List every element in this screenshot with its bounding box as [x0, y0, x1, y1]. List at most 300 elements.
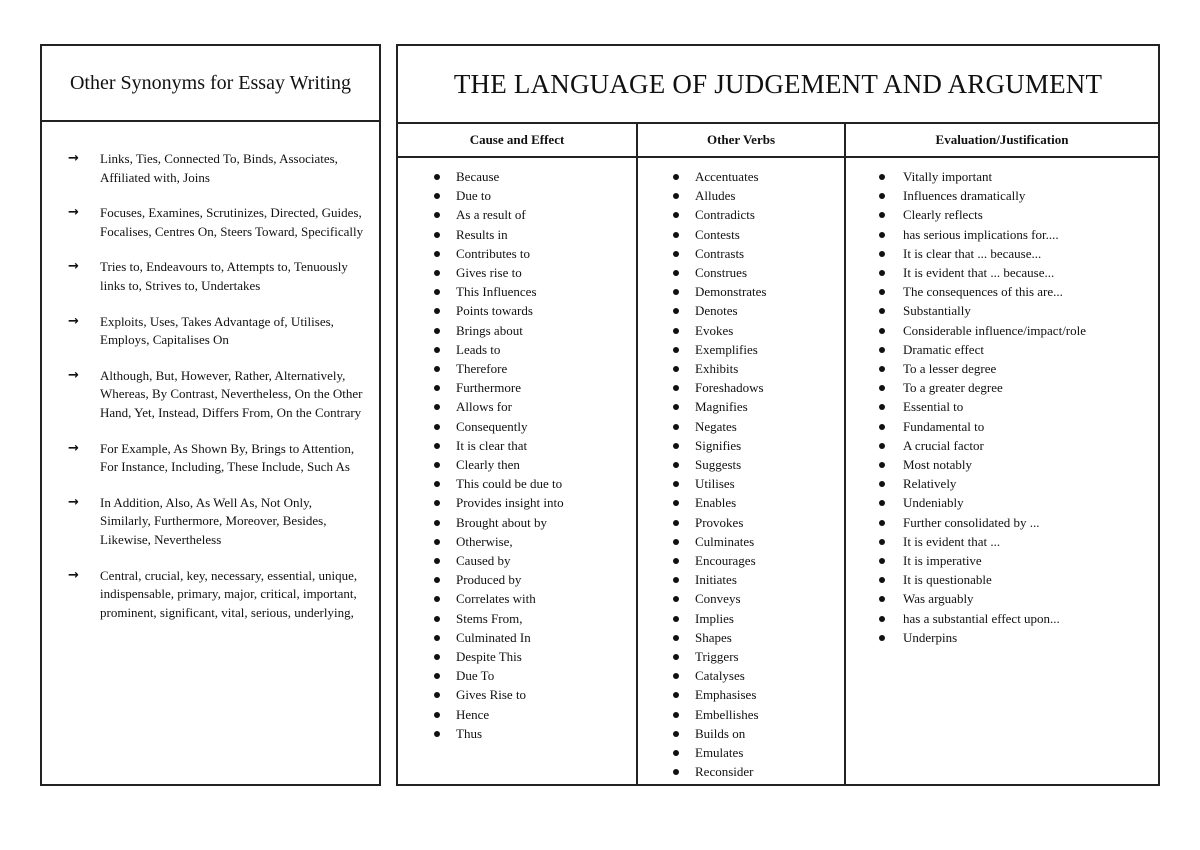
- bullet-icon: [673, 232, 679, 238]
- list-item: [846, 263, 1158, 282]
- bullet-icon: [434, 404, 440, 410]
- list-item: [398, 628, 636, 647]
- bullet-icon: [434, 424, 440, 430]
- bullet-icon: [434, 443, 440, 449]
- bullet-icon: [879, 443, 885, 449]
- list-item-text: Undeniably: [903, 495, 964, 511]
- list-item: [638, 186, 844, 205]
- bullet-icon: [434, 654, 440, 660]
- bullet-icon: [879, 577, 885, 583]
- synonym-list-item: [68, 440, 365, 477]
- list-item-text: Implies: [695, 610, 734, 626]
- list-item: [398, 263, 636, 282]
- list-item: [398, 397, 636, 416]
- bullet-icon: [673, 366, 679, 372]
- list-item-text: Negates: [695, 418, 737, 434]
- list-item-text: Stems From,: [456, 610, 523, 626]
- list-item-text: Because: [456, 169, 500, 184]
- bullet-icon: [434, 692, 440, 698]
- arrow-right-icon: →: [68, 205, 79, 221]
- list-item-text: Allows for: [456, 399, 512, 415]
- bullet-icon: [879, 616, 885, 622]
- list-item-text: Alludes: [695, 188, 736, 204]
- list-item-text: Due to: [456, 188, 492, 204]
- arrow-right-icon: →: [68, 259, 79, 275]
- list-item: [398, 417, 636, 436]
- arrow-right-icon: →: [68, 151, 79, 166]
- bullet-icon: [673, 616, 679, 622]
- list-item-text: Underpins: [903, 629, 958, 645]
- column-heading: Other Verbs: [638, 124, 844, 158]
- list-item: [846, 340, 1158, 359]
- bullet-icon: [673, 385, 679, 391]
- bullet-icon: [879, 558, 885, 564]
- list-item: [846, 417, 1158, 436]
- list-item-text: Relatively: [903, 476, 957, 492]
- synonym-list-item: [68, 150, 365, 187]
- synonym-list-item: [68, 313, 365, 350]
- list-item: [638, 301, 844, 320]
- list-item: [846, 436, 1158, 455]
- synonym-text: Links, Ties, Connected To, Binds, Associates, Affiliated with, Joins: [100, 151, 338, 185]
- bullet-icon: [879, 347, 885, 353]
- list-item: [638, 205, 844, 224]
- bullet-icon: [879, 174, 885, 180]
- bullet-icon: [673, 712, 679, 718]
- list-item: [638, 455, 844, 474]
- bullet-icon: [673, 539, 679, 545]
- synonym-text: Central, crucial, key, necessary, essential, unique, indispensable, primary, major, critical, important, prominent, significant, vital, serious, underlying,: [100, 567, 358, 620]
- list-item-text: Construes: [695, 265, 747, 281]
- bullet-icon: [879, 193, 885, 199]
- list-item-text: Considerable influence/impact/role: [903, 322, 1087, 338]
- bullet-icon: [434, 596, 440, 602]
- list-item-text: Builds on: [695, 725, 746, 741]
- bullet-icon: [434, 481, 440, 487]
- list-item: [846, 589, 1158, 608]
- list-item: [398, 436, 636, 455]
- list-item: [398, 474, 636, 493]
- bullet-icon: [434, 635, 440, 641]
- bullet-icon: [434, 712, 440, 718]
- bullet-icon: [879, 328, 885, 334]
- list-item: [638, 493, 844, 512]
- list-item: [398, 724, 636, 743]
- bullet-icon: [879, 289, 885, 295]
- bullet-icon: [434, 539, 440, 545]
- bullet-icon: [434, 347, 440, 353]
- arrow-right-icon: →: [68, 367, 79, 383]
- list-item: [398, 513, 636, 532]
- column-evaluation-justification: [846, 124, 1158, 786]
- list-item: [398, 225, 636, 244]
- list-item-text: Enables: [695, 495, 737, 511]
- list-item-text: Culminated In: [456, 629, 531, 645]
- list-item-text: Signifies: [695, 437, 742, 453]
- list-item: [638, 532, 844, 551]
- list-item-text: Dramatic effect: [903, 341, 984, 357]
- column-heading: Evaluation/Justification: [846, 124, 1158, 158]
- bullet-icon: [673, 347, 679, 353]
- list-item-text: Embellishes: [695, 706, 759, 722]
- list-item: [398, 589, 636, 608]
- list-item-text: Brought about by: [456, 514, 547, 530]
- bullet-icon: [879, 385, 885, 391]
- list-item: [846, 513, 1158, 532]
- list-item-text: Exhibits: [695, 361, 739, 377]
- synonym-text: For Example, As Shown By, Brings to Attention, For Instance, Including, These Include, Such As: [100, 440, 355, 475]
- list-item-text: Reconsider: [695, 764, 754, 780]
- bullet-icon: [434, 385, 440, 391]
- bullet-icon: [673, 443, 679, 449]
- list-item-text: Despite This: [456, 649, 522, 665]
- list-item: [398, 532, 636, 551]
- bullet-icon: [673, 251, 679, 257]
- list-item-text: Accentuates: [695, 169, 759, 184]
- list-item-text: Produced by: [456, 572, 522, 588]
- bullet-icon: [673, 289, 679, 295]
- list-item-text: The consequences of this are...: [903, 284, 1063, 300]
- list-item: [398, 244, 636, 263]
- bullet-icon: [673, 212, 679, 218]
- synonym-text: Focuses, Examines, Scrutinizes, Directed, Guides, Focalises, Centres On, Steers Toward, Specifically: [100, 205, 364, 239]
- list-item: [638, 551, 844, 570]
- bullet-icon: [434, 212, 440, 218]
- list-item-text: Influences dramatically: [903, 188, 1026, 204]
- list-item-text: Evokes: [695, 322, 734, 338]
- list-item: [846, 186, 1158, 205]
- bullet-icon: [434, 673, 440, 679]
- list-item-text: Denotes: [695, 303, 738, 319]
- list-item-text: Demonstrates: [695, 284, 767, 300]
- list-item-text: has a substantial effect upon...: [903, 610, 1060, 626]
- list-item-text: It is clear that: [456, 437, 528, 453]
- bullet-icon: [879, 539, 885, 545]
- list-item-text: Further consolidated by ...: [903, 514, 1040, 530]
- list-item: [398, 321, 636, 340]
- bullet-icon: [673, 558, 679, 564]
- list-item-text: Conveys: [695, 591, 741, 607]
- list-item: [638, 417, 844, 436]
- list-item: [398, 282, 636, 301]
- list-item-text: Results in: [456, 226, 508, 242]
- bullet-icon: [879, 404, 885, 410]
- bullet-icon: [673, 692, 679, 698]
- bullet-icon: [434, 232, 440, 238]
- list-item-text: It is evident that ... because...: [903, 265, 1055, 281]
- list-item: [398, 378, 636, 397]
- list-item: [398, 705, 636, 724]
- list-item-text: Thus: [456, 725, 482, 741]
- synonym-text: Tries to, Endeavours to, Attempts to, Tenuously links to, Strives to, Undertakes: [100, 259, 348, 293]
- list-item: [638, 762, 844, 781]
- list-item: [846, 493, 1158, 512]
- list-item-text: Utilises: [695, 476, 735, 492]
- list-item: [398, 340, 636, 359]
- list-item-text: Contests: [695, 226, 740, 242]
- bullet-icon: [673, 328, 679, 334]
- list-item-text: Contradicts: [695, 207, 755, 223]
- list-item-text: has serious implications for....: [903, 226, 1059, 242]
- list-item: [846, 609, 1158, 628]
- list-item: [638, 705, 844, 724]
- bullet-icon: [673, 462, 679, 468]
- list-item-text: This could be due to: [456, 476, 563, 492]
- list-item: [638, 570, 844, 589]
- bullet-icon: [879, 424, 885, 430]
- list-item-text: It is evident that ...: [903, 533, 1001, 549]
- list-item: [638, 474, 844, 493]
- arrow-right-icon: →: [68, 440, 79, 456]
- bullet-icon: [673, 500, 679, 506]
- bullet-icon: [434, 577, 440, 583]
- list-item: [846, 532, 1158, 551]
- list-item: [638, 513, 844, 532]
- bullet-icon: [879, 520, 885, 526]
- bullet-icon: [673, 270, 679, 276]
- list-item: [638, 244, 844, 263]
- bullet-icon: [434, 328, 440, 334]
- list-item: [638, 397, 844, 416]
- list-item-text: Correlates with: [456, 591, 536, 607]
- bullet-icon: [673, 750, 679, 756]
- synonym-list-item: [68, 258, 365, 295]
- list-item: [398, 205, 636, 224]
- list-item: [638, 743, 844, 762]
- list-item-text: Triggers: [695, 649, 739, 665]
- bullet-icon: [673, 577, 679, 583]
- evaluation-list: [846, 158, 1158, 647]
- bullet-icon: [673, 673, 679, 679]
- list-item-text: A crucial factor: [903, 437, 984, 453]
- list-item-text: Furthermore: [456, 380, 521, 396]
- bullet-icon: [673, 174, 679, 180]
- bullet-icon: [434, 251, 440, 257]
- arrow-right-icon: →: [68, 313, 79, 329]
- bullet-icon: [673, 731, 679, 737]
- vocabulary-table: [398, 124, 1158, 786]
- list-item-text: Catalyses: [695, 668, 745, 684]
- list-item: [846, 397, 1158, 416]
- synonym-list-item: [68, 204, 365, 241]
- list-item-text: It is questionable: [903, 572, 992, 588]
- list-item-text: Was arguably: [903, 591, 974, 607]
- bullet-icon: [434, 193, 440, 199]
- list-item: [846, 359, 1158, 378]
- list-item: [398, 493, 636, 512]
- page-title: THE LANGUAGE OF JUDGEMENT AND ARGUMENT: [398, 46, 1158, 124]
- list-item-text: Brings about: [456, 322, 523, 338]
- list-item: [638, 609, 844, 628]
- bullet-icon: [673, 635, 679, 641]
- list-item: [846, 301, 1158, 320]
- list-item: [638, 628, 844, 647]
- synonyms-panel: [40, 44, 381, 786]
- list-item-text: Contrasts: [695, 245, 745, 261]
- list-item-text: Therefore: [456, 361, 508, 377]
- list-item: [638, 359, 844, 378]
- list-item-text: To a greater degree: [903, 380, 1003, 396]
- bullet-icon: [434, 520, 440, 526]
- synonym-text: Exploits, Uses, Takes Advantage of, Utilises, Employs, Capitalises On: [100, 313, 334, 348]
- list-item: [638, 225, 844, 244]
- bullet-icon: [673, 596, 679, 602]
- list-item-text: Provides insight into: [456, 495, 564, 511]
- list-item: [638, 724, 844, 743]
- bullet-icon: [879, 481, 885, 487]
- bullet-icon: [673, 404, 679, 410]
- list-item-text: It is imperative: [903, 553, 982, 569]
- cause-effect-list: [398, 158, 636, 743]
- list-item-text: Hence: [456, 706, 490, 722]
- column-cause-and-effect: [398, 124, 638, 786]
- list-item-text: Essential to: [903, 399, 964, 415]
- list-item: [398, 666, 636, 685]
- bullet-icon: [879, 635, 885, 641]
- synonyms-panel-title: Other Synonyms for Essay Writing: [42, 46, 379, 122]
- bullet-icon: [434, 174, 440, 180]
- list-item: [846, 244, 1158, 263]
- list-item: [638, 436, 844, 455]
- list-item-text: Initiates: [695, 572, 737, 588]
- list-item-text: This Influences: [456, 284, 537, 300]
- list-item-text: Clearly reflects: [903, 207, 983, 223]
- judgement-argument-panel: [396, 44, 1160, 786]
- bullet-icon: [434, 308, 440, 314]
- list-item-text: Points towards: [456, 303, 533, 319]
- list-item-text: It is clear that ... because...: [903, 245, 1042, 261]
- list-item: [398, 359, 636, 378]
- list-item-text: Due To: [456, 668, 495, 684]
- list-item-text: Clearly then: [456, 457, 520, 473]
- bullet-icon: [434, 366, 440, 372]
- list-item-text: Most notably: [903, 457, 972, 473]
- list-item-text: Consequently: [456, 418, 528, 434]
- bullet-icon: [434, 289, 440, 295]
- list-item-text: Gives Rise to: [456, 687, 527, 703]
- list-item: [398, 455, 636, 474]
- list-item: [398, 609, 636, 628]
- bullet-icon: [673, 769, 679, 775]
- bullet-icon: [879, 251, 885, 257]
- bullet-icon: [434, 616, 440, 622]
- bullet-icon: [434, 731, 440, 737]
- bullet-icon: [673, 481, 679, 487]
- list-item: [846, 321, 1158, 340]
- synonym-list-item: [68, 494, 365, 550]
- synonym-text: Although, But, However, Rather, Alternatively, Whereas, By Contrast, Nevertheless, On the Other Hand, Yet, Instead, Differs From, On the Contrary: [100, 367, 363, 420]
- list-item: [638, 340, 844, 359]
- list-item-text: Caused by: [456, 553, 511, 569]
- list-item-text: Fundamental to: [903, 418, 985, 434]
- list-item: [638, 321, 844, 340]
- list-item: [638, 647, 844, 666]
- list-item: [638, 282, 844, 301]
- list-item: [638, 263, 844, 282]
- list-item: [638, 378, 844, 397]
- list-item-text: Exemplifies: [695, 341, 758, 357]
- bullet-icon: [673, 193, 679, 199]
- list-item: [846, 378, 1158, 397]
- list-item-text: Emulates: [695, 745, 744, 761]
- list-item-text: To a lesser degree: [903, 361, 997, 377]
- bullet-icon: [673, 654, 679, 660]
- column-other-verbs: [638, 124, 846, 786]
- bullet-icon: [879, 232, 885, 238]
- bullet-icon: [879, 462, 885, 468]
- arrow-right-icon: →: [68, 494, 79, 510]
- list-item: [638, 167, 844, 186]
- list-item: [398, 167, 636, 186]
- list-item-text: Vitally important: [903, 169, 993, 184]
- list-item: [398, 685, 636, 704]
- list-item: [846, 455, 1158, 474]
- list-item-text: Encourages: [695, 553, 756, 569]
- bullet-icon: [673, 424, 679, 430]
- list-item-text: Shapes: [695, 629, 732, 645]
- list-item-text: Suggests: [695, 457, 742, 473]
- list-item: [846, 167, 1158, 186]
- list-item: [846, 628, 1158, 647]
- synonym-list-item: [68, 367, 365, 423]
- list-item: [846, 225, 1158, 244]
- list-item: [846, 205, 1158, 224]
- list-item: [398, 301, 636, 320]
- bullet-icon: [879, 308, 885, 314]
- bullet-icon: [879, 212, 885, 218]
- arrow-right-icon: →: [68, 567, 79, 583]
- list-item-text: Culminates: [695, 533, 755, 549]
- synonyms-list: [42, 122, 379, 622]
- list-item: [846, 474, 1158, 493]
- bullet-icon: [434, 500, 440, 506]
- list-item-text: Magnifies: [695, 399, 748, 415]
- bullet-icon: [434, 270, 440, 276]
- column-heading: Cause and Effect: [398, 124, 636, 158]
- list-item: [398, 186, 636, 205]
- list-item-text: Otherwise,: [456, 533, 513, 549]
- synonym-list-item: [68, 567, 365, 623]
- list-item-text: Emphasises: [695, 687, 757, 703]
- list-item-text: Gives rise to: [456, 265, 522, 281]
- list-item: [398, 551, 636, 570]
- list-item: [846, 570, 1158, 589]
- list-item-text: Provokes: [695, 514, 744, 530]
- list-item: [638, 666, 844, 685]
- bullet-icon: [673, 308, 679, 314]
- list-item: [638, 685, 844, 704]
- list-item: [638, 589, 844, 608]
- bullet-icon: [879, 270, 885, 276]
- list-item-text: As a result of: [456, 207, 526, 223]
- other-verbs-list: [638, 158, 844, 782]
- bullet-icon: [879, 366, 885, 372]
- bullet-icon: [879, 500, 885, 506]
- bullet-icon: [673, 520, 679, 526]
- bullet-icon: [434, 558, 440, 564]
- list-item-text: Contributes to: [456, 245, 531, 261]
- list-item: [398, 570, 636, 589]
- list-item: [398, 647, 636, 666]
- bullet-icon: [879, 596, 885, 602]
- list-item-text: Substantially: [903, 303, 971, 319]
- list-item: [846, 282, 1158, 301]
- list-item-text: Leads to: [456, 341, 501, 357]
- list-item-text: Foreshadows: [695, 380, 764, 396]
- list-item: [846, 551, 1158, 570]
- synonym-text: In Addition, Also, As Well As, Not Only, Similarly, Furthermore, Moreover, Besides, Likewise, Nevertheless: [100, 494, 327, 547]
- bullet-icon: [434, 462, 440, 468]
